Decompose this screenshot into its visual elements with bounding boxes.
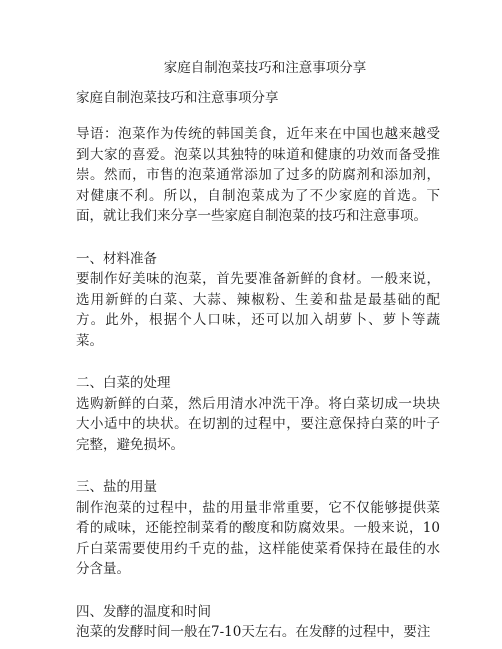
section-body: 选购新鲜的白菜，然后用清水冲洗干净。将白菜切成一块块大小适中的块状。在切割的过程中，要注意保持白菜的叶子完整，避免损坏。 [76, 395, 440, 453]
section-body: 要制作好美味的泡菜，首先要准备新鲜的食材。一般来说，选用新鲜的白菜、大蒜、辣椒粉、生姜和盐是最基础的配方。此外，根据个人口味，还可以加入胡萝卜、萝卜等蔬菜。 [76, 271, 440, 349]
section-materials [76, 249, 440, 352]
section-body: 制作泡菜的过程中，盐的用量非常重要，它不仅能够提供菜肴的咸味，还能控制菜肴的酸度和防腐效果。一般来说，10斤白菜需要使用约千克的盐，这样能使菜肴保持在最佳的水分含量。 [76, 499, 440, 577]
intro-paragraph: 导语：泡菜作为传统的韩国美食，近年来在中国也越来越受到大家的喜爱。泡菜以其独特的味道和健康的功效而备受推崇。然而，市售的泡菜通常添加了过多的防腐剂和添加剂，对健康不利。所以，自制泡菜成为了不少家庭的首选。下面，就让我们来分享一些家庭自制泡菜的技巧和注意事项。 [76, 126, 440, 224]
document-title: 家庭自制泡菜技巧和注意事项分享 [163, 60, 367, 76]
section-fermentation [76, 602, 440, 643]
section-heading: 一、材料准备 [76, 250, 157, 267]
section-heading: 二、白菜的处理 [76, 375, 171, 391]
section-cabbage [76, 373, 440, 455]
section-heading: 四、发酵的温度和时间 [76, 603, 211, 620]
section-body: 泡菜的发酵时间一般在7-10天左右。在发酵的过程中，要注 [76, 624, 431, 640]
section-salt [76, 477, 440, 580]
section-heading: 三、盐的用量 [76, 479, 157, 495]
document-subtitle: 家庭自制泡菜技巧和注意事项分享 [76, 90, 279, 106]
